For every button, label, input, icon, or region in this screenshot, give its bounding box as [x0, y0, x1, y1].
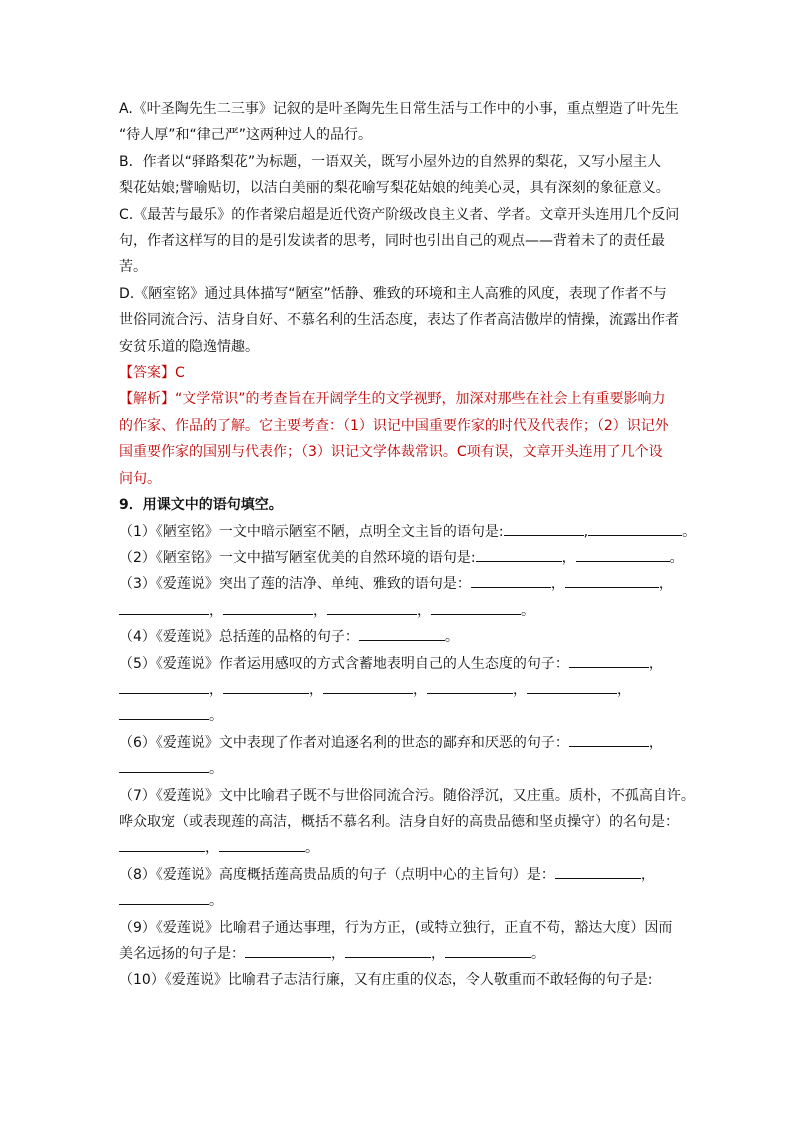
period: 。 — [209, 708, 223, 725]
q4-text: （4）《爱莲说》总括莲的品格的句子： — [119, 629, 359, 646]
comma: ， — [648, 734, 663, 751]
answer-blank[interactable] — [223, 679, 309, 694]
answer-blank[interactable] — [569, 653, 649, 668]
answer-blank[interactable] — [245, 943, 331, 958]
answer-blank[interactable] — [588, 521, 682, 536]
question-9-5-continued — [119, 677, 694, 703]
question-9-9-line-2 — [119, 941, 694, 967]
option-c-line-1: C.《最苦与最乐》的作者梁启超是近代资产阶级改良主义者、学者。文章开头连用几个反问 — [119, 206, 680, 223]
comma: ， — [209, 681, 223, 698]
comma: ， — [331, 945, 345, 962]
q1-text: （1）《陋室铭》一文中暗示陋室不陋，点明全文主旨的语句是: — [119, 523, 504, 540]
period: 。 — [444, 629, 459, 646]
question-9-8-continued — [119, 888, 694, 914]
document-page — [119, 96, 697, 994]
answer-label: 【答案】 — [119, 365, 175, 382]
answer-blank[interactable] — [119, 890, 209, 905]
option-d-line-3: 安贫乐道的隐逸情趣。 — [119, 338, 259, 355]
question-9-6-continued — [119, 756, 694, 782]
period: 。 — [521, 602, 535, 619]
analysis-line-2: 的作家、作品的了解。它主要考查：（1）识记中国重要作家的时代及代表作；（2）识记外 — [119, 417, 669, 434]
answer-value: C — [175, 365, 185, 382]
question-9-9-line-1: （9）《爱莲说》比喻君子通达事理，行为方正，(或特立独行，正直不苟，豁达大度）因而 — [119, 919, 673, 936]
comma: ， — [209, 602, 223, 619]
answer-blank[interactable] — [219, 837, 305, 852]
answer-blank[interactable] — [345, 943, 431, 958]
option-a-line-1: A.《叶圣陶先生二三事》记叙的是叶圣陶先生日常生活与工作中的小事，重点塑造了叶先生 — [119, 101, 679, 117]
period: 。 — [682, 523, 697, 540]
option-c-line-3: 苦。 — [119, 259, 147, 276]
option-d-line-2: 世俗同流合污、洁身自好、不慕名利的生活态度，表达了作者高洁傲岸的情操，流露出作者 — [119, 312, 679, 329]
period: 。 — [209, 893, 223, 910]
answer-blank[interactable] — [327, 600, 417, 615]
comma: ， — [431, 945, 445, 962]
answer-blank[interactable] — [119, 600, 209, 615]
question-9-7-continued — [119, 835, 694, 861]
answer-blank[interactable] — [445, 943, 531, 958]
question-9-10: （10）《爱莲说》比喻君子志洁行廉，又有庄重的仪态，令人敬重而不敢轻侮的句子是: — [119, 972, 653, 989]
q3-text: （3）《爱莲说》突出了莲的洁净、单纯、雅致的语句是： — [119, 576, 471, 593]
answer-blank[interactable] — [576, 547, 670, 562]
comma: ， — [309, 681, 323, 698]
comma: ， — [640, 866, 655, 883]
comma: ， — [550, 576, 565, 593]
question-9-7-line-2: 哗众取宠（或表现莲的高洁，概括不慕名利。洁身自好的高贵品德和坚贞操守）的名句是： — [119, 813, 679, 830]
option-b-line-2: 梨花姑娘;譬喻贴切，以洁白美丽的梨花喻写梨花姑娘的纯美心灵，具有深刻的象征意义。 — [119, 180, 670, 197]
option-d-line-1: D.《陋室铭》通过具体描写“陋室”恬静、雅致的环境和主人高雅的风度，表现了作者不与 — [119, 285, 667, 302]
q2-text: （2）《陋室铭》一文中描写陋室优美的自然环境的语句是: — [119, 549, 476, 566]
answer-blank[interactable] — [119, 679, 209, 694]
question-9-5 — [119, 651, 694, 677]
option-b-line-1: B．作者以“驿路梨花”为标题，一语双关，既写小屋外边的自然界的梨花，又写小屋主人 — [119, 153, 662, 170]
analysis-line-4: 问句。 — [119, 470, 161, 487]
analysis-label: 【解析】 — [119, 391, 175, 408]
answer-blank[interactable] — [431, 600, 521, 615]
question-9-3-continued — [119, 598, 694, 624]
comma: ， — [313, 602, 327, 619]
answer-blank[interactable] — [323, 679, 413, 694]
question-9-7-line-1: （7）《爱莲说》文中比喻君子既不与世俗同流合污。随俗浮沉，又庄重。质朴，不孤高自许。 — [119, 787, 695, 804]
answer-blank[interactable] — [476, 547, 562, 562]
question-9-4 — [119, 624, 694, 650]
period: 。 — [531, 945, 545, 962]
answer-blank[interactable] — [119, 758, 209, 773]
answer-blank[interactable] — [471, 573, 551, 588]
q6-text: （6）《爱莲说》文中表现了作者对追逐名利的世态的鄙弃和厌恶的句子： — [119, 734, 569, 751]
answer-blank[interactable] — [555, 864, 641, 879]
period: 。 — [209, 761, 223, 778]
comma: ， — [658, 576, 673, 593]
answer-blank[interactable] — [223, 600, 313, 615]
option-c-line-2: 句，作者这样写的目的是引发读者的思考，同时也引出自己的观点——背着未了的责任最 — [119, 233, 665, 250]
comma: ， — [561, 549, 576, 566]
question-9-3 — [119, 571, 694, 597]
answer-line — [119, 360, 694, 386]
answer-blank[interactable] — [119, 837, 205, 852]
q5-text: （5）《爱莲说》作者运用感叹的方式含蓄地表明自己的人生态度的句子： — [119, 655, 569, 672]
answer-blank[interactable] — [119, 705, 209, 720]
comma: ， — [413, 681, 427, 698]
answer-blank[interactable] — [427, 679, 513, 694]
analysis-text-1: “文学常识”的考查旨在开阔学生的文学视野，加深对那些在社会上有重要影响力 — [175, 391, 666, 408]
comma: , — [583, 523, 589, 540]
comma: ， — [205, 840, 219, 857]
answer-blank[interactable] — [504, 521, 584, 536]
question-9-2 — [119, 545, 694, 571]
answer-blank[interactable] — [527, 679, 617, 694]
answer-blank[interactable] — [565, 573, 659, 588]
comma: ， — [617, 681, 631, 698]
question-9-1 — [119, 519, 697, 545]
question-9-8 — [119, 862, 694, 888]
q9b-text: 美名远扬的句子是： — [119, 945, 245, 962]
comma: ， — [417, 602, 431, 619]
answer-blank[interactable] — [569, 732, 649, 747]
question-9-6 — [119, 730, 694, 756]
period: 。 — [669, 549, 684, 566]
comma: ， — [648, 655, 663, 672]
question-9-title: 9．用课文中的语句填空。 — [119, 497, 283, 514]
analysis-line-1 — [119, 386, 694, 412]
option-a-line-2: “待人厚”和“律己严”这两种过人的品行。 — [119, 127, 373, 144]
analysis-line-3: 国重要作家的国别与代表作；（3）识记文学体裁常识。C项有误，文章开头连用了几个设 — [119, 444, 663, 461]
period: 。 — [305, 840, 319, 857]
question-9-5-end — [119, 703, 694, 729]
comma: ， — [513, 681, 527, 698]
answer-blank[interactable] — [359, 626, 445, 641]
q8-text: （8）《爱莲说》高度概括莲高贵品质的句子（点明中心的主旨句）是： — [119, 866, 555, 883]
